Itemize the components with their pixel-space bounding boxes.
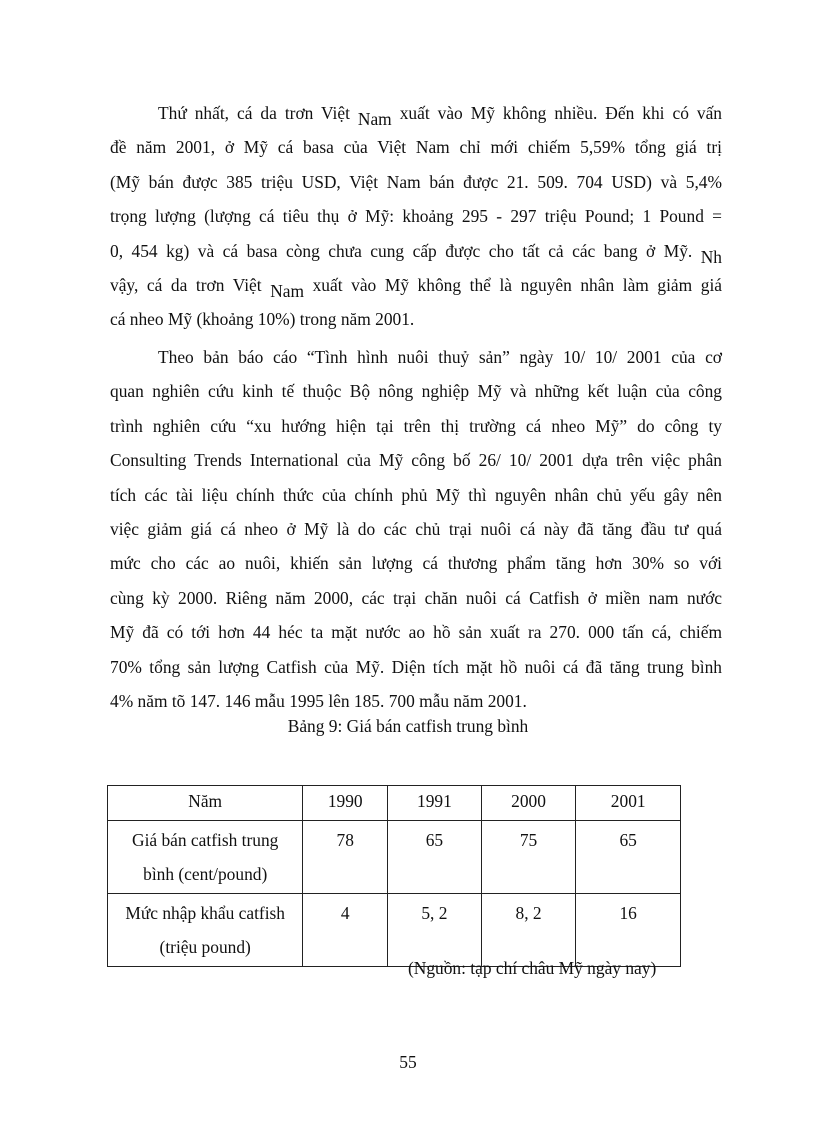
paragraph-1-line-3: (Mỹ bán được 385 triệu USD, Việt Nam bán được 21. 509. 704 USD) và 5,4%: [110, 171, 722, 192]
paragraph-2-line-1: Theo bản báo cáo “Tình hình nuôi thuỷ sản” ngày 10/ 10/ 2001 của cơ: [158, 347, 722, 367]
table-cell: 78: [303, 821, 388, 894]
paragraph-1-line-1: Thứ nhất, cá da trơn Việt Nam xuất vào Mỹ không nhiều. Đến khi có vấn: [158, 103, 722, 129]
page-number: 55: [399, 1052, 417, 1072]
header-cell: 2000: [481, 786, 576, 821]
paragraph-2-line-11: 4% năm tõ 147. 146 mẫu 1995 lên 185. 700 mẫu năm 2001.: [110, 690, 527, 711]
header-cell: 1990: [303, 786, 388, 821]
header-cell: Năm: [108, 786, 303, 821]
table-row: [108, 821, 681, 894]
table-cell: 16: [576, 894, 681, 967]
paragraph-2-line-7: mức cho các ao nuôi, khiến sản lượng cá thương phẩm tăng hơn 30% so với: [110, 553, 722, 574]
paragraph-1-line-7: cá nheo Mỹ (khoảng 10%) trong năm 2001.: [110, 309, 415, 330]
subscript-fragment: Nam: [270, 280, 305, 301]
paragraph-2-line-4: Consulting Trends International của Mỹ công bố 26/ 10/ 2001 dựa trên việc phân: [110, 450, 722, 471]
row-label-line: Mức nhập khẩu catfish: [125, 903, 285, 923]
table-cell: 75: [481, 821, 576, 894]
table-cell: 65: [576, 821, 681, 894]
paragraph-2-line-5: tích các tài liệu chính thức của chính phủ Mỹ thì nguyên nhân chủ yếu gây nên: [110, 484, 722, 505]
subscript-fragment: Nh: [700, 246, 722, 267]
paragraph-2-line-6: việc giảm giá cá nheo ở Mỹ là do các chủ trại nuôi cá này đã tăng đầu tư quá: [110, 518, 722, 539]
paragraph-2-line-8: cùng kỳ 2000. Riêng năm 2000, các trại chăn nuôi cá Catfish ở miền nam nước: [110, 587, 722, 608]
paragraph-2: [110, 340, 722, 718]
row-label-line: (triệu pound): [159, 937, 251, 957]
table-header-row: [108, 786, 681, 821]
paragraph-1-line-5: 0, 454 kg) và cá basa còng chưa cung cấp được cho tất cả các bang ở Mỹ. Nh: [110, 240, 722, 267]
table-cell: 4: [303, 894, 388, 967]
header-cell: 1991: [388, 786, 482, 821]
table-source-note: (Nguồn: tạp chí châu Mỹ ngày nay): [408, 958, 657, 978]
paragraph-2-line-3: trình nghiên cứu “xu hướng hiện tại trên thị trường cá nheo Mỹ” do công ty: [110, 415, 722, 436]
paragraph-2-line-9: Mỹ đã có tới hơn 44 héc ta mặt nước ao hồ sản xuất ra 270. 000 tấn cá, chiếm: [110, 622, 722, 643]
paragraph-1-line-6: vậy, cá da trơn Việt Nam xuất vào Mỹ không thể là nguyên nhân làm giảm giá: [110, 274, 723, 301]
paragraph-1-line-2: đề năm 2001, ở Mỹ cá basa của Việt Nam chỉ mới chiếm 5,59% tổng giá trị: [110, 137, 722, 158]
subscript-fragment: Nam: [357, 109, 392, 129]
row-label-line: bình (cent/pound): [143, 864, 268, 884]
row-label-cell: [108, 821, 303, 894]
catfish-price-table: [107, 785, 681, 967]
header-cell: 2001: [576, 786, 681, 821]
paragraph-2-line-10: 70% tổng sản lượng Catfish của Mỹ. Diện tích mặt hồ nuôi cá đã tăng trung bình: [110, 656, 722, 677]
table-row: [108, 894, 681, 967]
paragraph-1-line-4: trọng lượng (lượng cá tiêu thụ ở Mỹ: khoảng 295 - 297 triệu Pound; 1 Pound =: [110, 206, 722, 227]
table-caption: Bảng 9: Giá bán catfish trung bình: [287, 716, 529, 736]
paragraph-1: [110, 96, 722, 337]
paragraph-2-line-2: quan nghiên cứu kinh tế thuộc Bộ nông nghiệp Mỹ và những kết luận của công: [110, 381, 722, 402]
row-label-cell: [108, 894, 303, 967]
table-cell: 8, 2: [481, 894, 576, 967]
table-cell: 5, 2: [388, 894, 482, 967]
row-label-line: Giá bán catfish trung: [132, 830, 279, 850]
table-cell: 65: [388, 821, 482, 894]
